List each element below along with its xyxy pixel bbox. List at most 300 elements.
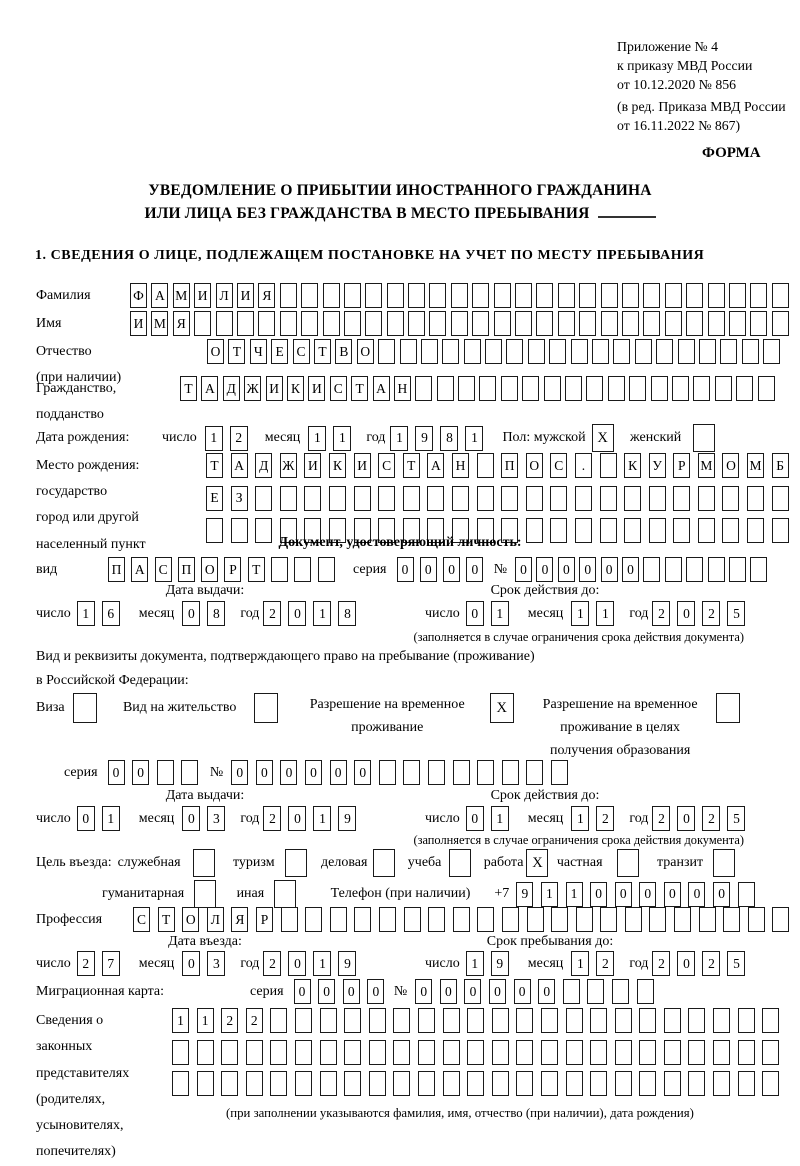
char-box[interactable]: О	[526, 453, 543, 478]
char-box[interactable]	[453, 760, 470, 785]
char-box[interactable]	[699, 339, 716, 364]
char-box[interactable]: 5	[727, 806, 745, 831]
char-box[interactable]	[379, 907, 396, 932]
char-box[interactable]: О	[201, 557, 218, 582]
char-box[interactable]: К	[287, 376, 304, 401]
char-box[interactable]: Т	[351, 376, 368, 401]
char-box[interactable]: К	[329, 453, 346, 478]
char-box[interactable]: 0	[688, 882, 705, 907]
char-box[interactable]	[305, 907, 322, 932]
char-box[interactable]	[387, 283, 404, 308]
char-box[interactable]: Д	[255, 453, 272, 478]
char-box[interactable]: И	[237, 283, 254, 308]
char-box[interactable]	[558, 311, 575, 336]
char-box[interactable]	[549, 339, 566, 364]
char-box[interactable]	[378, 486, 395, 511]
char-box[interactable]	[354, 486, 371, 511]
char-box[interactable]: 6	[102, 601, 120, 626]
char-box[interactable]	[736, 376, 753, 401]
char-box[interactable]	[172, 1071, 189, 1096]
char-box[interactable]	[378, 339, 395, 364]
char-box[interactable]: Р	[673, 453, 690, 478]
char-box[interactable]	[678, 339, 695, 364]
char-box[interactable]: 9	[338, 806, 356, 831]
char-box[interactable]	[649, 907, 666, 932]
char-box[interactable]	[304, 486, 321, 511]
char-box[interactable]: 5	[727, 951, 745, 976]
char-box[interactable]: 0	[420, 557, 437, 582]
char-box[interactable]	[270, 1008, 287, 1033]
char-box[interactable]: 2	[263, 951, 281, 976]
char-box[interactable]	[418, 1040, 435, 1065]
char-box[interactable]	[699, 907, 716, 932]
char-box[interactable]: 2	[652, 806, 670, 831]
char-box[interactable]: П	[501, 453, 518, 478]
char-box[interactable]: 5	[727, 601, 745, 626]
char-box[interactable]: 0	[305, 760, 322, 785]
char-box[interactable]	[558, 283, 575, 308]
char-box[interactable]: 2	[596, 806, 614, 831]
char-box[interactable]	[526, 486, 543, 511]
char-box[interactable]: 8	[338, 601, 356, 626]
char-box[interactable]: А	[427, 453, 444, 478]
char-box[interactable]	[536, 283, 553, 308]
char-box[interactable]: 7	[102, 951, 120, 976]
char-box[interactable]: 2	[702, 951, 720, 976]
char-box[interactable]	[344, 1040, 361, 1065]
char-box[interactable]	[665, 557, 682, 582]
char-box[interactable]	[181, 760, 198, 785]
char-box[interactable]: Т	[158, 907, 175, 932]
char-box[interactable]: Т	[180, 376, 197, 401]
char-box[interactable]: 0	[318, 979, 335, 1004]
char-box[interactable]	[255, 486, 272, 511]
checkbox[interactable]: X	[592, 424, 614, 452]
char-box[interactable]: 1	[102, 806, 120, 831]
checkbox[interactable]	[713, 849, 735, 877]
char-box[interactable]: 0	[466, 557, 483, 582]
char-box[interactable]: 0	[294, 979, 311, 1004]
char-box[interactable]	[688, 1008, 705, 1033]
char-box[interactable]	[271, 557, 288, 582]
char-box[interactable]: 1	[571, 806, 589, 831]
char-box[interactable]	[738, 882, 755, 907]
char-box[interactable]: П	[178, 557, 195, 582]
char-box[interactable]: М	[747, 453, 764, 478]
char-box[interactable]	[157, 760, 174, 785]
char-box[interactable]: И	[354, 453, 371, 478]
char-box[interactable]	[566, 1040, 583, 1065]
char-box[interactable]	[592, 339, 609, 364]
char-box[interactable]	[527, 907, 544, 932]
char-box[interactable]	[550, 486, 567, 511]
char-box[interactable]	[280, 283, 297, 308]
char-box[interactable]: 0	[288, 806, 306, 831]
char-box[interactable]: 9	[415, 426, 433, 451]
char-box[interactable]: 2	[221, 1008, 238, 1033]
char-box[interactable]	[656, 339, 673, 364]
char-box[interactable]	[579, 311, 596, 336]
char-box[interactable]	[301, 283, 318, 308]
char-box[interactable]	[320, 1008, 337, 1033]
char-box[interactable]	[258, 311, 275, 336]
char-box[interactable]	[501, 486, 518, 511]
char-box[interactable]: 0	[536, 557, 553, 582]
char-box[interactable]: И	[194, 283, 211, 308]
char-box[interactable]	[330, 907, 347, 932]
char-box[interactable]: 8	[207, 601, 225, 626]
char-box[interactable]: 1	[333, 426, 351, 451]
char-box[interactable]: 1	[571, 951, 589, 976]
char-box[interactable]	[587, 979, 604, 1004]
char-box[interactable]: 0	[677, 951, 695, 976]
char-box[interactable]: Р	[224, 557, 241, 582]
checkbox[interactable]: X	[526, 849, 548, 877]
char-box[interactable]: С	[550, 453, 567, 478]
char-box[interactable]	[738, 1071, 755, 1096]
char-box[interactable]	[246, 1040, 263, 1065]
char-box[interactable]	[270, 1071, 287, 1096]
char-box[interactable]	[639, 1008, 656, 1033]
char-box[interactable]	[344, 283, 361, 308]
char-box[interactable]	[443, 1071, 460, 1096]
char-box[interactable]	[246, 1071, 263, 1096]
char-box[interactable]	[522, 376, 539, 401]
char-box[interactable]: 0	[601, 557, 618, 582]
char-box[interactable]	[427, 486, 444, 511]
char-box[interactable]	[762, 1071, 779, 1096]
char-box[interactable]: 0	[677, 601, 695, 626]
char-box[interactable]	[672, 376, 689, 401]
char-box[interactable]	[516, 1040, 533, 1065]
char-box[interactable]	[600, 453, 617, 478]
char-box[interactable]: Д	[223, 376, 240, 401]
char-box[interactable]	[713, 1008, 730, 1033]
char-box[interactable]	[516, 1008, 533, 1033]
char-box[interactable]: Ж	[280, 453, 297, 478]
char-box[interactable]: 3	[207, 806, 225, 831]
char-box[interactable]	[320, 1040, 337, 1065]
char-box[interactable]: Т	[403, 453, 420, 478]
char-box[interactable]	[651, 376, 668, 401]
char-box[interactable]	[664, 1040, 681, 1065]
char-box[interactable]	[506, 339, 523, 364]
char-box[interactable]	[536, 311, 553, 336]
char-box[interactable]	[467, 1071, 484, 1096]
char-box[interactable]: 1	[77, 601, 95, 626]
char-box[interactable]	[467, 1040, 484, 1065]
char-box[interactable]: Л	[216, 283, 233, 308]
char-box[interactable]: У	[649, 453, 666, 478]
char-box[interactable]	[494, 283, 511, 308]
char-box[interactable]: 1	[313, 951, 331, 976]
char-box[interactable]	[443, 1008, 460, 1033]
char-box[interactable]	[467, 1008, 484, 1033]
char-box[interactable]	[649, 486, 666, 511]
char-box[interactable]: 0	[330, 760, 347, 785]
char-box[interactable]	[664, 1071, 681, 1096]
char-box[interactable]	[403, 760, 420, 785]
char-box[interactable]	[624, 486, 641, 511]
checkbox[interactable]	[274, 880, 296, 908]
char-box[interactable]: 0	[466, 601, 484, 626]
char-box[interactable]	[295, 1071, 312, 1096]
char-box[interactable]	[502, 760, 519, 785]
char-box[interactable]	[237, 311, 254, 336]
char-box[interactable]: 0	[615, 882, 632, 907]
char-box[interactable]: И	[266, 376, 283, 401]
char-box[interactable]: М	[173, 283, 190, 308]
char-box[interactable]: 0	[397, 557, 414, 582]
char-box[interactable]: О	[182, 907, 199, 932]
char-box[interactable]	[421, 339, 438, 364]
char-box[interactable]	[415, 376, 432, 401]
char-box[interactable]	[369, 1071, 386, 1096]
char-box[interactable]: 9	[491, 951, 509, 976]
char-box[interactable]	[451, 311, 468, 336]
char-box[interactable]	[575, 486, 592, 511]
char-box[interactable]	[492, 1071, 509, 1096]
char-box[interactable]: Е	[206, 486, 223, 511]
char-box[interactable]: 0	[443, 557, 460, 582]
char-box[interactable]	[729, 283, 746, 308]
char-box[interactable]: 0	[489, 979, 506, 1004]
checkbox[interactable]	[254, 693, 278, 723]
char-box[interactable]	[477, 486, 494, 511]
char-box[interactable]	[762, 1008, 779, 1033]
char-box[interactable]: 0	[558, 557, 575, 582]
char-box[interactable]	[515, 311, 532, 336]
checkbox[interactable]	[194, 880, 216, 908]
char-box[interactable]	[408, 311, 425, 336]
char-box[interactable]	[318, 557, 335, 582]
char-box[interactable]	[579, 283, 596, 308]
char-box[interactable]	[686, 311, 703, 336]
char-box[interactable]	[772, 486, 789, 511]
char-box[interactable]: 2	[702, 601, 720, 626]
char-box[interactable]	[629, 376, 646, 401]
char-box[interactable]: Р	[256, 907, 273, 932]
checkbox[interactable]	[716, 693, 740, 723]
char-box[interactable]	[281, 907, 298, 932]
char-box[interactable]	[713, 1040, 730, 1065]
char-box[interactable]: 0	[579, 557, 596, 582]
char-box[interactable]	[715, 376, 732, 401]
char-box[interactable]	[458, 376, 475, 401]
char-box[interactable]	[379, 760, 396, 785]
char-box[interactable]	[323, 283, 340, 308]
char-box[interactable]: 8	[440, 426, 458, 451]
char-box[interactable]	[270, 1040, 287, 1065]
char-box[interactable]	[428, 907, 445, 932]
char-box[interactable]: А	[231, 453, 248, 478]
char-box[interactable]: 1	[466, 951, 484, 976]
char-box[interactable]: С	[378, 453, 395, 478]
char-box[interactable]	[528, 339, 545, 364]
char-box[interactable]	[643, 557, 660, 582]
char-box[interactable]: 0	[514, 979, 531, 1004]
char-box[interactable]: 1	[308, 426, 326, 451]
char-box[interactable]: Т	[248, 557, 265, 582]
char-box[interactable]	[639, 1071, 656, 1096]
char-box[interactable]: 2	[246, 1008, 263, 1033]
char-box[interactable]	[566, 1008, 583, 1033]
char-box[interactable]	[665, 311, 682, 336]
char-box[interactable]	[295, 1008, 312, 1033]
char-box[interactable]	[729, 557, 746, 582]
char-box[interactable]	[565, 376, 582, 401]
char-box[interactable]	[400, 339, 417, 364]
char-box[interactable]	[323, 311, 340, 336]
char-box[interactable]	[729, 311, 746, 336]
char-box[interactable]	[216, 311, 233, 336]
char-box[interactable]: 9	[338, 951, 356, 976]
char-box[interactable]: О	[207, 339, 224, 364]
char-box[interactable]	[615, 1008, 632, 1033]
char-box[interactable]	[708, 283, 725, 308]
char-box[interactable]: 0	[108, 760, 125, 785]
char-box[interactable]: 0	[182, 601, 200, 626]
char-box[interactable]	[643, 283, 660, 308]
char-box[interactable]: 0	[622, 557, 639, 582]
char-box[interactable]	[708, 557, 725, 582]
checkbox[interactable]	[193, 849, 215, 877]
char-box[interactable]	[772, 907, 789, 932]
char-box[interactable]	[494, 311, 511, 336]
char-box[interactable]	[639, 1040, 656, 1065]
char-box[interactable]	[622, 283, 639, 308]
char-box[interactable]: З	[231, 486, 248, 511]
char-box[interactable]: С	[133, 907, 150, 932]
char-box[interactable]	[472, 311, 489, 336]
char-box[interactable]	[172, 1040, 189, 1065]
char-box[interactable]	[586, 376, 603, 401]
char-box[interactable]: 3	[207, 951, 225, 976]
char-box[interactable]	[541, 1040, 558, 1065]
char-box[interactable]	[720, 339, 737, 364]
checkbox[interactable]	[285, 849, 307, 877]
char-box[interactable]	[197, 1071, 214, 1096]
char-box[interactable]	[635, 339, 652, 364]
char-box[interactable]	[772, 283, 789, 308]
char-box[interactable]	[590, 1071, 607, 1096]
char-box[interactable]: 0	[664, 882, 681, 907]
char-box[interactable]	[722, 486, 739, 511]
char-box[interactable]: 0	[440, 979, 457, 1004]
char-box[interactable]: Т	[228, 339, 245, 364]
char-box[interactable]: 0	[415, 979, 432, 1004]
char-box[interactable]	[492, 1040, 509, 1065]
char-box[interactable]	[601, 311, 618, 336]
char-box[interactable]: 1	[197, 1008, 214, 1033]
char-box[interactable]: Е	[271, 339, 288, 364]
char-box[interactable]	[693, 376, 710, 401]
char-box[interactable]: 0	[367, 979, 384, 1004]
char-box[interactable]	[429, 311, 446, 336]
char-box[interactable]: О	[357, 339, 374, 364]
char-box[interactable]: Ф	[130, 283, 147, 308]
char-box[interactable]	[613, 339, 630, 364]
char-box[interactable]	[197, 1040, 214, 1065]
char-box[interactable]	[329, 486, 346, 511]
char-box[interactable]: 1	[172, 1008, 189, 1033]
checkbox[interactable]	[373, 849, 395, 877]
char-box[interactable]	[501, 376, 518, 401]
char-box[interactable]	[723, 907, 740, 932]
char-box[interactable]	[750, 311, 767, 336]
char-box[interactable]: 1	[313, 806, 331, 831]
char-box[interactable]	[738, 1008, 755, 1033]
char-box[interactable]	[294, 557, 311, 582]
char-box[interactable]	[453, 907, 470, 932]
char-box[interactable]	[369, 1008, 386, 1033]
char-box[interactable]	[194, 311, 211, 336]
char-box[interactable]	[464, 339, 481, 364]
char-box[interactable]: 0	[256, 760, 273, 785]
char-box[interactable]	[674, 907, 691, 932]
char-box[interactable]	[515, 283, 532, 308]
char-box[interactable]	[301, 311, 318, 336]
char-box[interactable]	[280, 311, 297, 336]
char-box[interactable]: Т	[206, 453, 223, 478]
char-box[interactable]	[750, 557, 767, 582]
char-box[interactable]: Н	[452, 453, 469, 478]
char-box[interactable]: 0	[354, 760, 371, 785]
char-box[interactable]: 0	[639, 882, 656, 907]
char-box[interactable]: С	[293, 339, 310, 364]
char-box[interactable]: 0	[590, 882, 607, 907]
char-box[interactable]: 0	[182, 951, 200, 976]
char-box[interactable]	[563, 979, 580, 1004]
char-box[interactable]: А	[373, 376, 390, 401]
char-box[interactable]	[571, 339, 588, 364]
char-box[interactable]	[688, 1040, 705, 1065]
char-box[interactable]	[443, 1040, 460, 1065]
char-box[interactable]	[551, 760, 568, 785]
char-box[interactable]	[622, 311, 639, 336]
char-box[interactable]	[742, 339, 759, 364]
char-box[interactable]: 0	[713, 882, 730, 907]
char-box[interactable]	[428, 760, 445, 785]
char-box[interactable]: М	[698, 453, 715, 478]
char-box[interactable]: Я	[173, 311, 190, 336]
char-box[interactable]: Л	[207, 907, 224, 932]
char-box[interactable]	[393, 1071, 410, 1096]
char-box[interactable]: 0	[343, 979, 360, 1004]
char-box[interactable]: Б	[772, 453, 789, 478]
char-box[interactable]	[485, 339, 502, 364]
char-box[interactable]: 0	[231, 760, 248, 785]
char-box[interactable]	[408, 283, 425, 308]
char-box[interactable]: 1	[491, 806, 509, 831]
char-box[interactable]: 2	[230, 426, 248, 451]
char-box[interactable]: В	[335, 339, 352, 364]
char-box[interactable]	[608, 376, 625, 401]
char-box[interactable]	[758, 376, 775, 401]
char-box[interactable]	[698, 486, 715, 511]
char-box[interactable]	[708, 311, 725, 336]
char-box[interactable]	[403, 486, 420, 511]
char-box[interactable]: 2	[702, 806, 720, 831]
char-box[interactable]	[418, 1071, 435, 1096]
char-box[interactable]	[600, 907, 617, 932]
char-box[interactable]: О	[722, 453, 739, 478]
char-box[interactable]: 0	[464, 979, 481, 1004]
char-box[interactable]	[637, 979, 654, 1004]
char-box[interactable]	[576, 907, 593, 932]
checkbox[interactable]: X	[490, 693, 514, 723]
char-box[interactable]	[295, 1040, 312, 1065]
